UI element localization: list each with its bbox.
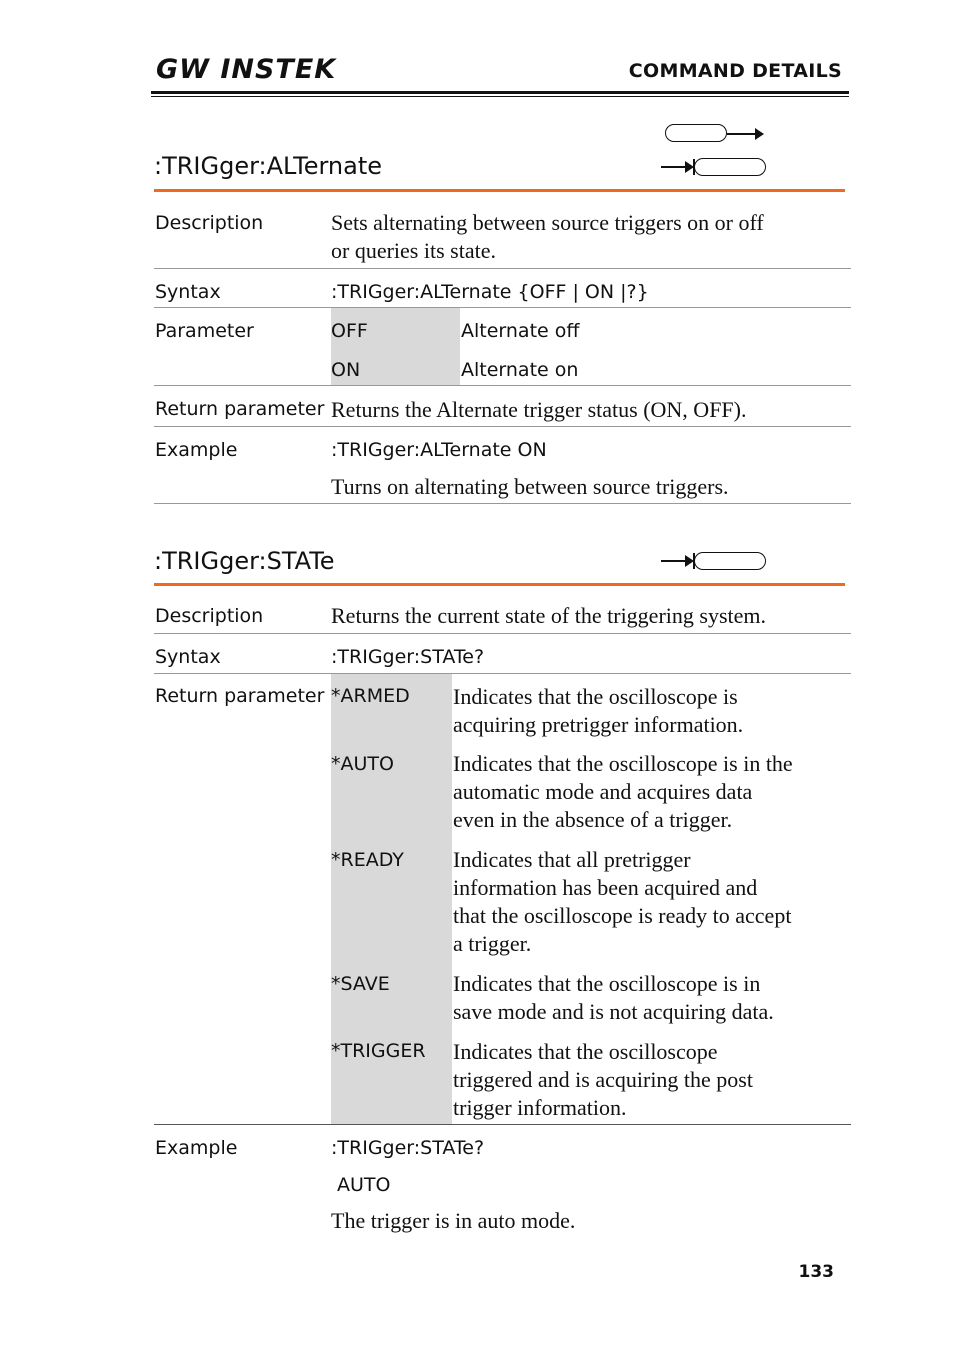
label-return-parameter: Return parameter: [155, 685, 325, 707]
return-desc: Indicates that the oscilloscope is in the automatic mode and acquires data even in the absence of a trigger.: [453, 751, 793, 832]
return-key: *AUTO: [331, 753, 394, 775]
row-divider: [154, 307, 851, 308]
return-key: *SAVE: [331, 973, 390, 995]
label-description: Description: [155, 605, 264, 627]
label-description: Description: [155, 212, 264, 234]
query-command-icon: [661, 551, 767, 571]
alternate-example-desc: Turns on alternating between source triggers.: [331, 474, 729, 499]
label-example: Example: [155, 1137, 238, 1159]
return-key: *READY: [331, 849, 404, 871]
param-key: ON: [331, 359, 361, 381]
label-example: Example: [155, 439, 238, 461]
return-desc: Indicates that the oscilloscope is acquiring pretrigger information.: [453, 684, 744, 737]
header-rule: [151, 91, 849, 94]
label-parameter: Parameter: [155, 320, 254, 342]
page-number: 133: [798, 1262, 834, 1282]
param-key: OFF: [331, 320, 368, 342]
alternate-syntax: :TRIGger:ALTernate {OFF | ON |?}: [331, 281, 649, 303]
row-divider: [154, 633, 851, 634]
return-key: *TRIGGER: [331, 1040, 426, 1062]
alternate-return: Returns the Alternate trigger status (ON, OFF).: [331, 397, 747, 422]
row-divider: [154, 385, 851, 386]
section-title-alternate: :TRIGger:ALTernate: [154, 152, 382, 180]
row-divider: [154, 1124, 851, 1125]
row-divider: [154, 673, 851, 674]
return-desc: Indicates that all pretrigger information has been acquired and that the oscilloscope is ready to accept a trigger.: [453, 847, 792, 956]
set-command-icon: [665, 124, 765, 144]
param-desc: Alternate off: [461, 320, 580, 342]
row-divider: [154, 426, 851, 427]
state-example-result: AUTO: [337, 1174, 391, 1196]
state-description: Returns the current state of the triggering system.: [331, 603, 766, 628]
row-divider: [154, 268, 851, 269]
section-rule: [154, 189, 845, 192]
alternate-example-cmd: :TRIGger:ALTernate ON: [331, 439, 547, 461]
label-syntax: Syntax: [155, 281, 221, 303]
return-desc: Indicates that the oscilloscope triggered and is acquiring the post trigger information.: [453, 1039, 753, 1120]
return-desc: Indicates that the oscilloscope is in save mode and is not acquiring data.: [453, 971, 774, 1024]
state-example-desc: The trigger is in auto mode.: [331, 1208, 576, 1233]
section-rule: [154, 583, 845, 586]
label-return-parameter: Return parameter: [155, 398, 325, 420]
return-key: *ARMED: [331, 685, 410, 707]
section-title-state: :TRIGger:STATe: [154, 547, 335, 575]
brand-logo: GW INSTEK: [156, 54, 337, 85]
query-command-icon: [661, 157, 767, 177]
header-rule-thin: [151, 96, 849, 97]
param-desc: Alternate on: [461, 359, 579, 381]
row-divider: [154, 503, 851, 504]
label-syntax: Syntax: [155, 646, 221, 668]
alternate-description: Sets alternating between source triggers on or off or queries its state.: [331, 210, 764, 263]
section-header: COMMAND DETAILS: [628, 60, 842, 82]
state-example-cmd: :TRIGger:STATe?: [331, 1137, 485, 1159]
state-syntax: :TRIGger:STATe?: [331, 646, 485, 668]
